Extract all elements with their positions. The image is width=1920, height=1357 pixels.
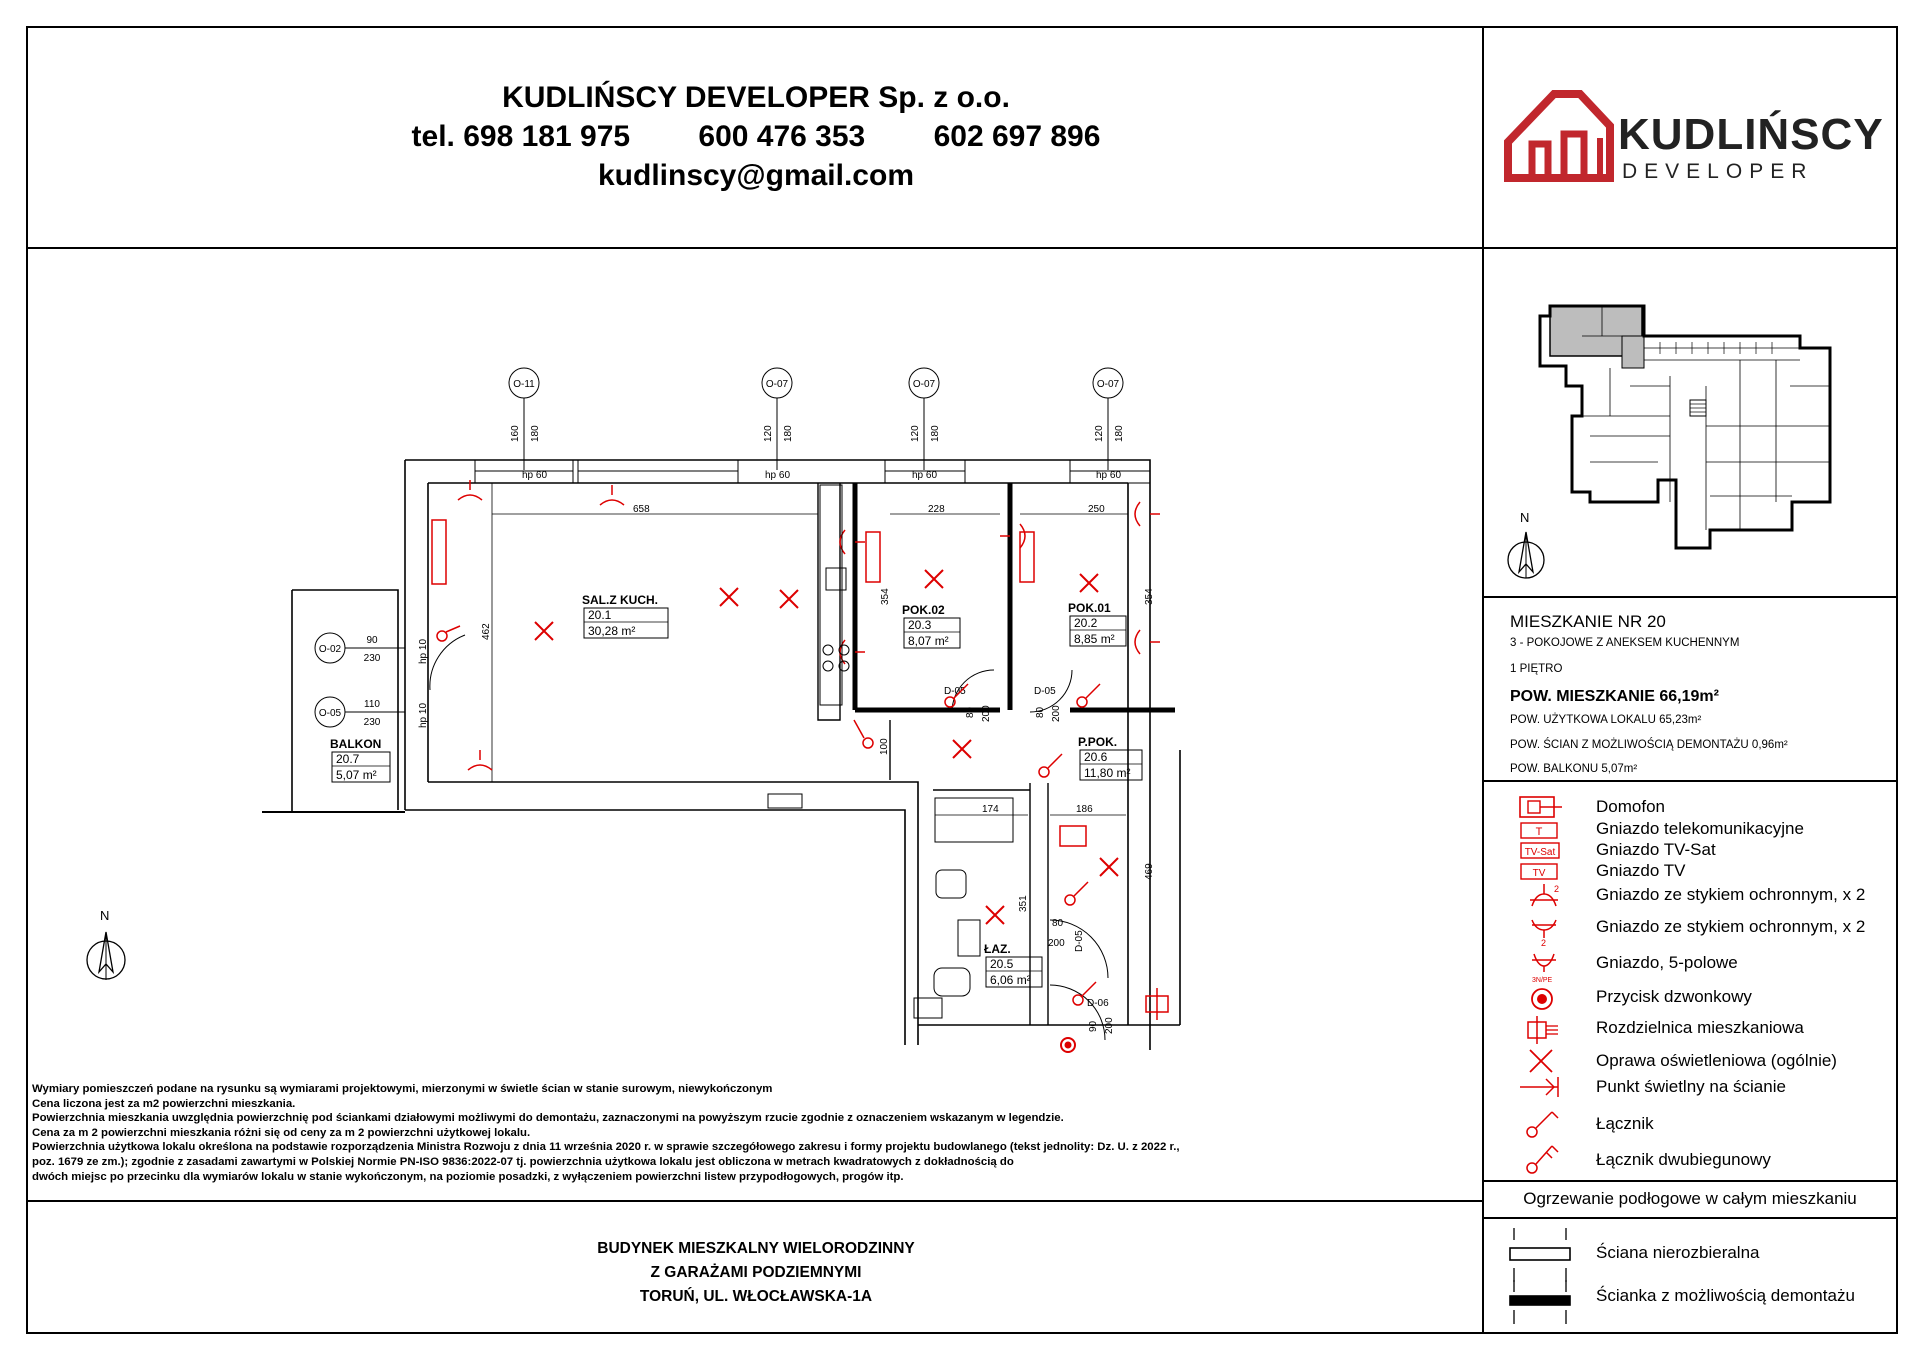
legend-label-telecom-socket: Gniazdo telekomunikacyjne — [1596, 819, 1804, 838]
doorbell-dot — [1065, 1042, 1072, 1049]
socket-icon — [1135, 630, 1160, 654]
company-email: kudlinscy@gmail.com — [597, 159, 914, 192]
room-area: 6,06 m² — [990, 973, 1031, 987]
hob-icon — [823, 645, 833, 655]
apartment-balcony-area: POW. BALKONU 5,07m² — [1510, 763, 1638, 775]
tv-socket-code: TV — [1532, 868, 1546, 879]
light-fixture-icon — [1526, 1048, 1556, 1074]
room-id: 20.7 — [336, 752, 360, 766]
light-fixture-icon — [1080, 574, 1098, 592]
room-name: SAL.Z KUCH. — [582, 593, 658, 607]
dim-salon-width: 658 — [633, 504, 650, 515]
domofon-icon — [1060, 826, 1086, 846]
key-plan-compass-icon — [1506, 510, 1546, 582]
window-sill: hp 60 — [522, 470, 548, 481]
socket-icon — [600, 485, 624, 505]
switch-icon — [1065, 895, 1075, 905]
legend-label-tv-sat-socket: Gniazdo TV-Sat — [1596, 840, 1716, 859]
socket-x2-alt-code: 2 — [1541, 938, 1547, 946]
double-switch-icon — [1524, 1140, 1564, 1176]
phone-1: tel. 698 181 975 — [411, 120, 631, 153]
telecom-socket-icon — [1520, 822, 1568, 840]
logo-subtitle: DEVELOPER — [1622, 160, 1814, 183]
toilet-icon — [934, 968, 970, 996]
legend-label-doorbell: Przycisk dzwonkowy — [1596, 987, 1752, 1006]
room-id: 20.3 — [908, 618, 932, 632]
dim-bath-depth: 351 — [1018, 895, 1029, 912]
legend-label-light-fixture: Oprawa oświetleniowa (ogólnie) — [1596, 1051, 1837, 1070]
keyplan-divider — [1482, 596, 1898, 598]
apartment-usable-area: POW. UŻYTKOWA LOKALU 65,23m² — [1510, 714, 1702, 726]
light-fixture-icon — [535, 622, 553, 640]
building-line-3: TORUŃ, UL. WŁOCŁAWSKA-1A — [639, 1288, 873, 1305]
legend-divider — [1482, 1180, 1898, 1182]
building-info — [26, 1237, 1486, 1309]
room-area: 11,80 m² — [1084, 766, 1131, 780]
wall-light-icon — [1518, 1075, 1564, 1099]
note-line: poz. 1679 ze zm.); zgodnie z zasadami zawartymi w Polskiej Normie PN-ISO 9836:2022-07 tj. powierzchnia użytkowa lokalu jest obliczona w metrach kwadratowych z dokładnością do — [32, 1155, 1014, 1168]
dim-hall-depth: 469 — [1144, 863, 1155, 880]
apartment-type: 3 - POKOJOWE Z ANEKSEM KUCHENNYM — [1510, 637, 1740, 649]
socket-icon — [468, 750, 492, 770]
light-fixture-icon — [720, 588, 738, 606]
window-sill: hp 60 — [765, 470, 791, 481]
tv-socket-icon — [866, 532, 880, 582]
legend-label-tv-socket: Gniazdo TV — [1596, 861, 1686, 880]
dim-hall-offset: 100 — [879, 738, 890, 755]
dim-pok01-width: 250 — [1088, 504, 1105, 515]
apartment-title: MIESZKANIE NR 20 — [1510, 612, 1666, 631]
apartment-wall-area: POW. ŚCIAN Z MOŻLIWOŚCIĄ DEMONTAŻU 0,96m² — [1510, 739, 1788, 751]
exterior-wall-bottom-outer — [405, 810, 905, 1045]
footer-divider — [26, 1200, 1484, 1202]
window-width-dim: 120 — [763, 425, 774, 442]
socket-icon — [1135, 502, 1160, 526]
phone-3: 602 697 896 — [933, 120, 1101, 153]
door-height: 200 — [981, 705, 992, 722]
logo-house-icon — [1504, 86, 1614, 182]
legend-label-distribution-board: Rozdzielnica mieszkaniowa — [1596, 1018, 1804, 1037]
note-line: Powierzchnia mieszkania uwzględnia powierzchnię pod ściankami działowymi możliwymi do demontażu, zaznaczonymi na powyższym rzucie zgodnie z oznaczeniem wskazanym w legendzie. — [32, 1112, 1064, 1125]
door-swing-balcony — [430, 635, 465, 690]
removable-wall-icon — [1508, 1278, 1572, 1326]
apartment-info-divider — [1482, 780, 1898, 782]
door-width: 80 — [1035, 706, 1046, 718]
room-hall — [1078, 735, 1142, 780]
dim-pok02-width: 228 — [928, 504, 945, 515]
window-width-dim: 120 — [1094, 425, 1105, 442]
vent-grille-icon — [768, 794, 802, 808]
wall-kitchen-block — [818, 483, 840, 720]
logo-name: KUDLIŃSCY — [1618, 110, 1884, 159]
washbasin-icon — [936, 870, 966, 898]
key-plan-compass-label: N — [1520, 510, 1530, 525]
switch-icon — [1039, 767, 1049, 777]
room-name: ŁAZ. — [984, 942, 1011, 956]
window-tags — [315, 368, 1123, 727]
window-height-dim: 230 — [363, 717, 381, 728]
plan-compass-label: N — [100, 908, 110, 923]
window-height-dim: 180 — [930, 425, 941, 442]
window-sill-side: hp 10 — [418, 638, 429, 664]
window-height-dim: 180 — [783, 425, 794, 442]
note-line: Cena liczona jest za m2 powierzchni mieszkania. — [32, 1097, 296, 1110]
room-pok02 — [902, 603, 960, 648]
doorbell-icon — [1526, 986, 1558, 1012]
window-tag-o07-c: O-07 — [1096, 379, 1120, 390]
legend-label-domofon: Domofon — [1596, 797, 1665, 816]
room-area: 8,85 m² — [1074, 632, 1115, 646]
door-height: 200 — [1104, 1017, 1115, 1034]
legend-label-switch: Łącznik — [1596, 1114, 1654, 1133]
distribution-board-icon — [1520, 1016, 1564, 1044]
switch-icon — [437, 631, 447, 641]
tv-socket-icon — [1020, 532, 1034, 582]
side-panel-divider — [1482, 26, 1484, 1334]
door-tag: D-05 — [1034, 686, 1056, 697]
building-line-1: BUDYNEK MIESZKALNY WIELORODZINNY — [597, 1240, 915, 1257]
washer-icon — [958, 920, 980, 956]
light-fixture-icon — [986, 906, 1004, 924]
tv-sat-socket-code: TV-Sat — [1524, 847, 1556, 858]
legend-label-socket-x2-alt: Gniazdo ze stykiem ochronnym, x 2 — [1596, 917, 1866, 936]
tv-socket-icon — [432, 520, 446, 584]
window-sill-side: hp 10 — [418, 702, 429, 728]
socket-x2-code: 2 — [1554, 884, 1560, 894]
window-tag-o07-a: O-07 — [765, 379, 789, 390]
switch-icon — [1524, 1106, 1564, 1140]
room-pok01 — [1068, 601, 1126, 646]
telecom-socket-code: T — [1535, 826, 1543, 838]
window-height-dim: 230 — [363, 653, 381, 664]
room-name: POK.02 — [902, 603, 945, 617]
door-width: 80 — [965, 706, 976, 718]
notes-block — [32, 1082, 1180, 1184]
dim-hall-width: 186 — [1076, 804, 1093, 815]
door-width: 90 — [1088, 1020, 1099, 1032]
note-line: Cena za m 2 powierzchni mieszkania różni się od ceny za m 2 powierzchni użytkowej lokalu. — [32, 1126, 531, 1139]
door-tag: D-05 — [944, 686, 966, 697]
window-width-dim: 160 — [510, 425, 521, 442]
window-tag-o02: O-02 — [318, 644, 342, 655]
tv-socket-icon — [1520, 863, 1568, 881]
room-id: 20.5 — [990, 957, 1014, 971]
wall-legend-load-bearing: Ściana nierozbieralna — [1596, 1243, 1760, 1262]
kitchen-unit — [820, 485, 849, 705]
dim-pok01-depth: 354 — [1144, 588, 1155, 605]
room-id: 20.1 — [588, 608, 612, 622]
switch-icon — [1077, 697, 1087, 707]
note-line: Wymiary pomieszczeń podane na rysunku są wymiarami projektowymi, mierzonymi w świetle ścian w stanie surowym, niewykończonym — [32, 1083, 773, 1095]
light-fixture-icon — [925, 570, 943, 588]
socket-5pole-code: 3N/PE — [1532, 977, 1553, 984]
legend-label-socket-5pole: Gniazdo, 5-polowe — [1596, 953, 1738, 972]
heating-note: Ogrzewanie podłogowe w całym mieszkaniu — [1523, 1189, 1857, 1208]
apartment-floor: 1 PIĘTRO — [1510, 663, 1563, 675]
building-line-2: Z GARAŻAMI PODZIEMNYMI — [650, 1264, 862, 1281]
room-name: POK.01 — [1068, 601, 1111, 615]
door-height: 200 — [1048, 938, 1065, 949]
exterior-wall-bottom — [428, 782, 918, 1045]
window-sill: hp 60 — [912, 470, 938, 481]
building-key-plan — [1530, 296, 1870, 566]
legend-label-socket-x2: Gniazdo ze stykiem ochronnym, x 2 — [1596, 885, 1866, 904]
socket-5pole-icon — [1524, 950, 1564, 984]
window-tag-o11: O-11 — [513, 379, 535, 390]
wall-legend-removable: Ścianka z możliwością demontażu — [1596, 1286, 1855, 1305]
socket-x2-icon — [1524, 882, 1564, 912]
window-width-dim: 90 — [366, 635, 378, 646]
phone-2: 600 476 353 — [698, 120, 866, 153]
dim-bath-width: 174 — [982, 804, 999, 815]
window-width-dim: 110 — [364, 699, 380, 710]
light-fixture-icon — [1100, 858, 1118, 876]
light-fixture-icon — [953, 740, 971, 758]
window-tag-o07-b: O-07 — [912, 379, 936, 390]
note-line: dwóch miejsc po przecinku dla wymiarów lokalu w stanie wykończonym, na poziomie posadzki, z wyłączeniem powierzchni listew przypodłogowych, progów itp. — [32, 1170, 904, 1183]
apartment-total-area: POW. MIESZKANIE 66,19m² — [1510, 688, 1719, 705]
socket-x2-alt-icon — [1524, 914, 1564, 946]
room-area: 5,07 m² — [336, 768, 377, 782]
dim-pok02-depth: 354 — [880, 588, 891, 605]
room-area: 8,07 m² — [908, 634, 949, 648]
room-name: BALKON — [330, 737, 382, 751]
door-width: 80 — [1052, 918, 1064, 929]
dim-salon-depth: 462 — [481, 623, 492, 640]
room-name: P.POK. — [1078, 735, 1118, 749]
room-id: 20.2 — [1074, 616, 1098, 630]
room-area: 30,28 m² — [588, 624, 636, 638]
domofon-icon — [1518, 795, 1566, 819]
legend-label-wall-light: Punkt świetlny na ścianie — [1596, 1077, 1786, 1096]
logo-divider — [1482, 247, 1898, 249]
heating-divider — [1482, 1217, 1898, 1219]
window-height-dim: 180 — [530, 425, 541, 442]
legend-label-double-switch: Łącznik dwubiegunowy — [1596, 1150, 1771, 1169]
door-height: 200 — [1051, 705, 1062, 722]
company-name: KUDLIŃSCY DEVELOPER Sp. z o.o. — [502, 81, 1010, 114]
room-salon — [582, 593, 668, 638]
door-tag: D-05 — [1074, 930, 1085, 952]
switch-icon — [863, 738, 873, 748]
room-bathroom — [984, 942, 1042, 987]
sink-icon — [826, 568, 846, 590]
bathtub-icon — [935, 798, 1013, 842]
exterior-wall-top — [405, 460, 1150, 1050]
window-width-dim: 120 — [910, 425, 921, 442]
switch-icon — [1073, 995, 1083, 1005]
window-sill: hp 60 — [1096, 470, 1122, 481]
window-tag-o05: O-05 — [318, 708, 342, 719]
room-balcony — [330, 737, 390, 782]
room-id: 20.6 — [1084, 750, 1108, 764]
note-line: Powierzchnia użytkowa lokalu określona na podstawie rozporządzenia Ministra Rozwoju z dnia 11 września 2020 r. w sprawie szczegółowego zakresu i formy projektu budowlanego (tekst jednolity: Dz. U. z 2022 r., — [32, 1141, 1180, 1154]
window-height-dim: 180 — [1114, 425, 1125, 442]
door-tag: D-06 — [1087, 998, 1109, 1009]
tv-sat-socket-icon — [1520, 842, 1568, 860]
light-fixture-icon — [780, 590, 798, 608]
